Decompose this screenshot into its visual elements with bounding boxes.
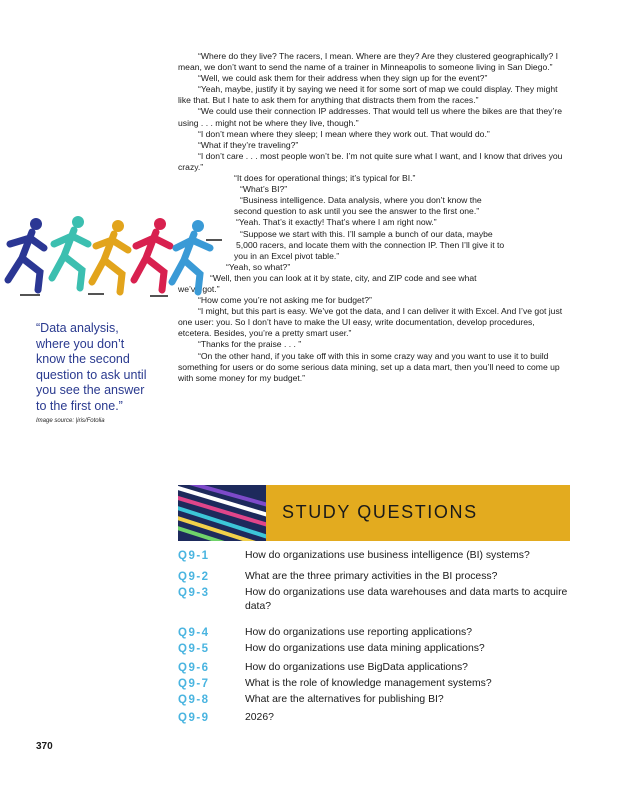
dialogue-paragraph: “Yeah, maybe, justify it by saying we need it for some sort of map we could display. They might like that. But I hate to ask them for anything that distracts them from the races.” (178, 84, 558, 106)
study-question-item (178, 677, 578, 691)
question-code: Q9-2 (178, 571, 210, 583)
question-code: Q9-9 (178, 712, 210, 724)
cyclists-illustration (0, 210, 230, 302)
dialogue-paragraph: “Suppose we start with this. I’ll sample a bunch of our data, maybe (240, 228, 493, 239)
question-code: Q9-3 (178, 587, 210, 599)
dialogue-paragraph: you in an Excel pivot table.” (234, 250, 340, 261)
question-text: How do organizations use data mining applications? (245, 643, 485, 654)
question-code: Q9-6 (178, 662, 210, 674)
page-number: 370 (36, 741, 53, 752)
question-code: Q9-1 (178, 550, 210, 562)
dialogue-paragraph: “I might, but this part is easy. We’ve got the data, and I can deliver it with Excel. And I’ve got just one user: you. So I don’t have to make the UI easy, write documentation, develop procedures, etcetera. Besides, you’re a pretty smart user.” (178, 306, 563, 339)
runner-figure-navy (8, 218, 44, 290)
question-text: What are the alternatives for publishing BI? (245, 694, 444, 705)
question-text: 2026? (245, 712, 274, 723)
study-question-item (178, 661, 578, 675)
question-text: How do organizations use data warehouses and data marts to acquire data? (245, 587, 568, 612)
dialogue-paragraph: “What if they’re traveling?” (198, 139, 299, 150)
question-text: How do organizations use reporting applications? (245, 627, 473, 638)
dialogue-paragraph: “Well, then you can look at it by state, city, and ZIP code and see what (210, 272, 477, 283)
dialogue-paragraph: “What’s BI?” (240, 184, 288, 195)
question-code: Q9-5 (178, 643, 210, 655)
question-code: Q9-4 (178, 627, 210, 639)
runner-figure-red (134, 218, 170, 290)
study-questions-list (178, 549, 578, 725)
dialogue-text (178, 51, 570, 384)
study-questions-header (178, 485, 570, 541)
runner-figure-blue (172, 220, 210, 292)
question-text: How do organizations use BigData applications? (245, 662, 468, 673)
dialogue-paragraph: “It does for operational things; it’s typical for BI.” (234, 173, 416, 184)
dialogue-paragraph: “I don’t care . . . most people won’t be. I’m not quite sure what I want, and I know that drives you crazy.” (178, 150, 563, 172)
runner-figure-yellow (92, 220, 128, 292)
dialogue-paragraph: 5,000 racers, and locate them with the connection IP. Then I’ll give it to (236, 239, 505, 250)
dialogue-paragraph: “On the other hand, if you take off with this in some crazy way and you want to use it to build something for users or do some serious data mining, set up a data mart, then you’ll need to come up with some money for my budget.” (178, 350, 560, 383)
image-source-credit: Image source: |iris/Fotolia (36, 417, 105, 424)
pull-quote-text: “Data analysis, where you don’t know the second question to ask until you see the answer to the first one.” (36, 321, 147, 413)
dialogue-paragraph: “Where do they live? The racers, I mean. Where are they? Are they clustered geographically? I mean, we don’t want to send the name of a trainer in Minneapolis to someone living in San Diego.” (178, 51, 559, 73)
dialogue-paragraph: “Thanks for the praise . . . ” (198, 339, 302, 350)
study-question-item (178, 570, 578, 584)
question-text: How do organizations use business intelligence (BI) systems? (245, 550, 530, 561)
dialogue-paragraph: “Business intelligence. Data analysis, where you don’t know the (240, 195, 482, 206)
dialogue-paragraph: “Well, we could ask them for their address when they sign up for the event?” (198, 73, 488, 84)
study-question-item (178, 711, 578, 725)
study-question-item (178, 626, 578, 640)
study-question-item (178, 549, 578, 563)
study-questions-title: STUDY QUESTIONS (282, 502, 478, 522)
dialogue-paragraph: “We could use their connection IP addresses. That would tell us where the bikes are that they’re using . . . might not be where they live, though.” (178, 106, 563, 128)
question-text: What is the role of knowledge management systems? (245, 678, 492, 689)
dialogue-paragraph: “I don’t mean where they sleep; I mean where they work out. That would do.” (198, 128, 490, 139)
abstract-streaks-image (178, 485, 266, 541)
question-code: Q9-8 (178, 694, 210, 706)
dialogue-paragraph: second question to ask until you see the answer to the first one.” (234, 206, 480, 217)
dialogue-paragraph: “Yeah, so what?” (226, 261, 291, 272)
runner-figure-teal (52, 216, 88, 288)
question-text: What are the three primary activities in the BI process? (245, 571, 498, 582)
study-questions-band (266, 485, 570, 541)
study-question-item (178, 586, 578, 614)
study-question-item (178, 693, 578, 707)
dialogue-paragraph: “How come you’re not asking me for budget?” (198, 295, 372, 306)
study-question-item (178, 642, 578, 656)
question-code: Q9-7 (178, 678, 210, 690)
pull-quote (36, 321, 154, 424)
dialogue-paragraph: “Yeah. That’s it exactly! That’s where I am right now.” (236, 217, 437, 228)
dialogue-paragraph: we’ve got.” (178, 283, 220, 294)
